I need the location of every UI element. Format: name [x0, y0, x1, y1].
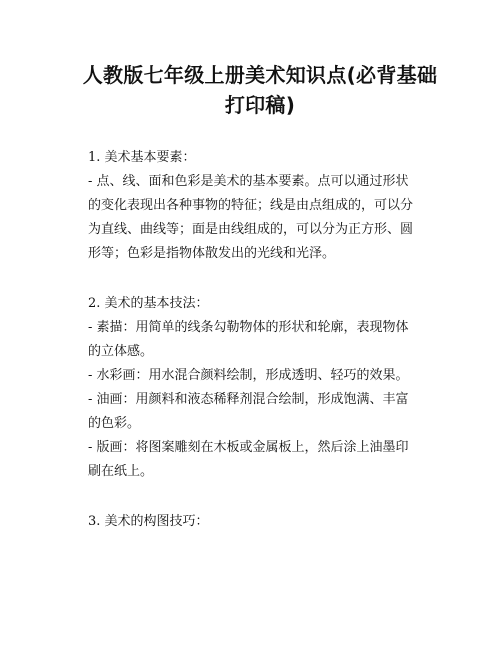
paragraph: - 点、线、面和色彩是美术的基本要素。点可以通过形状的变化表现出各种事物的特征；线是由点组成的，可以分为直线、曲线等；面是由线组成的，可以分为正方形、圆形等；色彩是指物体散发出的光线和光泽。 — [88, 174, 414, 261]
document-title — [80, 60, 440, 120]
section-composition — [88, 510, 414, 534]
section-heading: 1. 美术基本要素： — [88, 150, 196, 165]
document-body — [88, 146, 414, 560]
section-basic-elements — [88, 146, 414, 266]
section-heading: 3. 美术的构图技巧： — [88, 514, 209, 529]
title-line-2: 打印稿) — [224, 93, 296, 117]
paragraph: - 油画：用颜料和液态稀释剂混合绘制，形成饱满、丰富的色彩。 — [88, 392, 409, 431]
paragraph: - 素描：用简单的线条勾勒物体的形状和轮廓，表现物体的立体感。 — [88, 320, 409, 359]
paragraph: - 版画：将图案雕刻在木板或金属板上，然后涂上油墨印刷在纸上。 — [88, 440, 409, 479]
title-line-1: 人教版七年级上册美术知识点(必背基础 — [82, 63, 438, 87]
paragraph: - 水彩画：用水混合颜料绘制，形成透明、轻巧的效果。 — [88, 368, 409, 383]
section-basic-techniques — [88, 292, 414, 484]
section-heading: 2. 美术的基本技法： — [88, 296, 209, 311]
